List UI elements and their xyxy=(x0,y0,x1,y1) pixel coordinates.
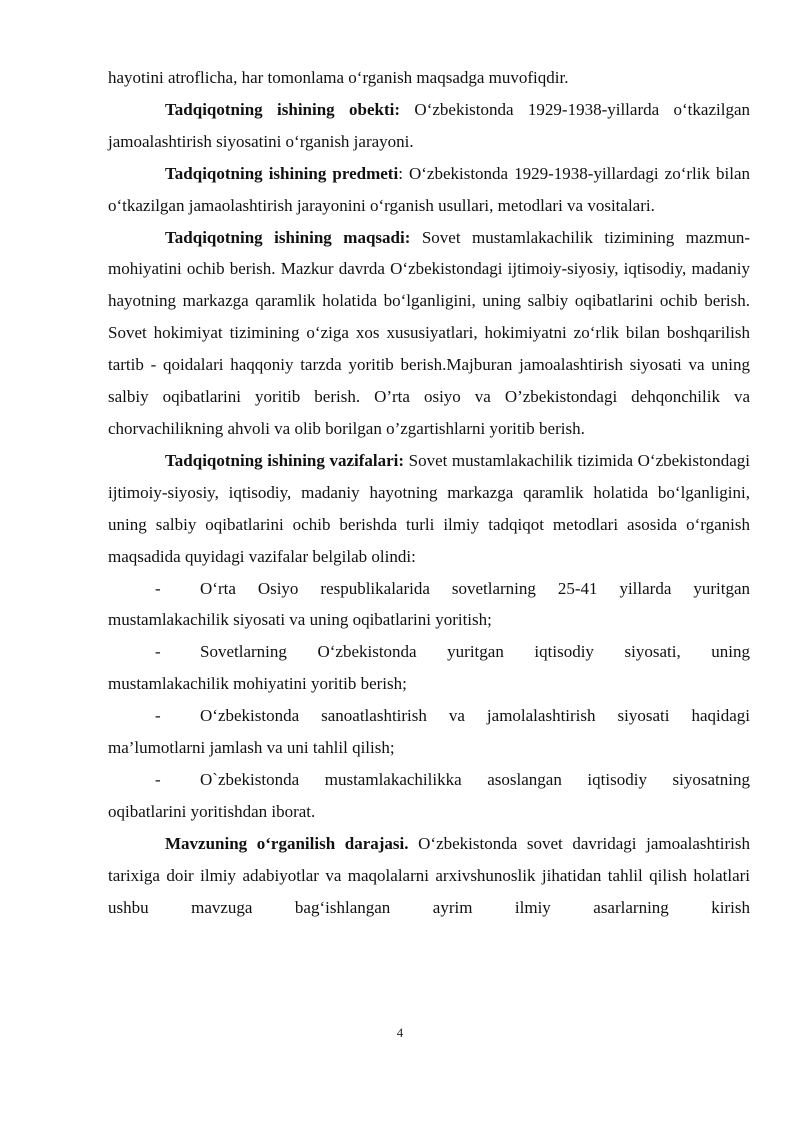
study-level-text: O‘zbekistonda sovet davridagi jamoalashtirish tarixiga doir ilmiy adabiyotlar va maqolalarni arxivshunoslik jihatidan tahlil qilish holatlari ushbu mavzuga bag‘ishlangan ayrim ilmiy asarlarning kirish xyxy=(108,833,750,917)
subject-heading: Tadqiqotning ishining predmeti xyxy=(165,163,399,183)
study-level-heading: Mavzuning o‘rganilish darajasi. xyxy=(165,833,409,853)
task-text-line-2: mustamlakachilik siyosati va uning oqibatlarini yoritish; xyxy=(108,610,492,630)
object-heading: Tadqiqotning ishining obekti: xyxy=(165,99,401,119)
task-text-line-2: oqibatlarini yoritishdan iborat. xyxy=(108,801,316,821)
goal-heading: Tadqiqotning ishining maqsadi: xyxy=(165,227,411,247)
list-dash: - xyxy=(155,642,161,662)
object-paragraph xyxy=(108,94,750,158)
document-page xyxy=(108,62,750,923)
task-text-line-1: Sovetlarning O‘zbekistonda yuritgan iqtisodiy siyosati, uning xyxy=(200,642,750,662)
subject-text: : O‘zbekistonda 1929-1938-yillardagi zo‘rlik bilan o‘tkazilgan jamaolashtirish jarayonini o‘rganish usullari, metodlari va vositalari. xyxy=(108,163,750,215)
task-text-line-2: ma’lumotlarni jamlash va uni tahlil qilish; xyxy=(108,738,395,758)
list-dash: - xyxy=(155,769,161,789)
task-list-item xyxy=(108,764,750,828)
intro-text: hayotini atroflicha, har tomonlama o‘rganish maqsadga muvofiqdir. xyxy=(108,68,569,87)
task-list-item xyxy=(108,573,750,637)
task-text-line-1: O`zbekistonda mustamlakachilikka asoslangan iqtisodiy siyosatning xyxy=(200,769,750,789)
task-text-line-1: O‘rta Osiyo respublikalarida sovetlarning 25-41 yillarda yuritgan xyxy=(200,578,750,598)
tasks-paragraph xyxy=(108,445,750,573)
list-dash: - xyxy=(155,706,161,726)
task-list-item xyxy=(108,700,750,764)
goal-text: Sovet mustamlakachilik tizimining mazmun-mohiyatini ochib berish. Mazkur davrda O‘zbekistondagi ijtimoiy-siyosiy, iqtisodiy, madaniy hayotning markazga qaramlik holatida bo‘lganligini, uning salbiy oqibatlarini ochib berish. Sovet hokimiyat tizimining o‘ziga xos xususiyatlari, hokimiyatni zo‘rlik bilan boshqarilish tartib - qoidalari haqqoniy tarzda yoritib berish.Majburan jamoalashtirish siyosati va uning salbiy oqibatlarini yoritib berish. O’rta osiyo va O’zbekistondagi dehqonchilik va chorvachilikning ahvoli va olib borilgan o’zgartishlarni yoritib berish. xyxy=(108,227,750,438)
intro-paragraph xyxy=(108,62,750,94)
tasks-text: Sovet mustamlakachilik tizimida O‘zbekistondagi ijtimoiy-siyosiy, iqtisodiy, madaniy hayotning markazga qaramlik holatida bo‘lganligini, uning salbiy oqibatlarini ochib berishda turli ilmiy tadqiqot metodlari asosida o‘rganish maqsadida quyidagi vazifalar belgilab olindi: xyxy=(108,450,750,566)
goal-paragraph xyxy=(108,222,750,445)
task-text-line-1: O‘zbekistonda sanoatlashtirish va jamolalashtirish siyosati haqidagi xyxy=(200,706,750,726)
list-dash: - xyxy=(155,578,161,598)
task-list-item xyxy=(108,636,750,700)
task-text-line-2: mustamlakachilik mohiyatini yoritib berish; xyxy=(108,674,407,694)
tasks-heading: Tadqiqotning ishining vazifalari: xyxy=(165,450,405,470)
page-number: 4 xyxy=(396,1025,404,1040)
subject-paragraph xyxy=(108,158,750,222)
study-level-paragraph xyxy=(108,828,750,924)
object-text: O‘zbekistonda 1929-1938-yillarda o‘tkazilgan jamoalashtirish siyosatini o‘rganish jarayoni. xyxy=(108,99,750,151)
